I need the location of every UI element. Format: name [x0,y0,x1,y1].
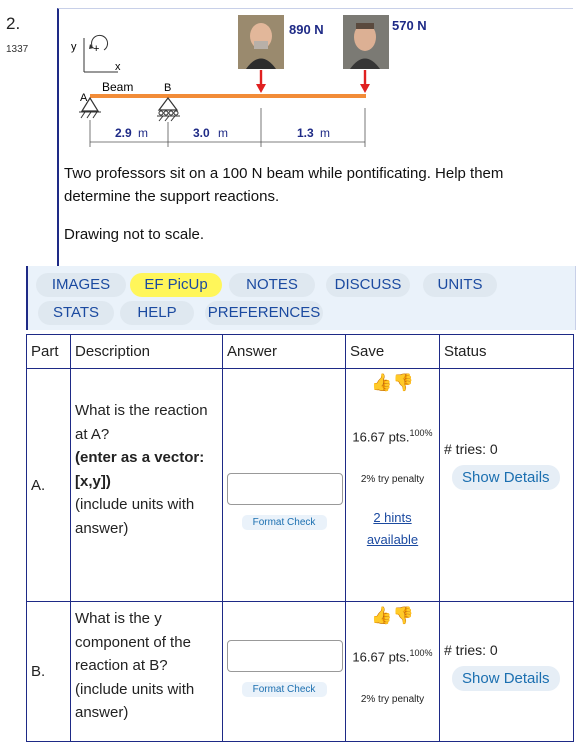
point-a-label: A [80,92,88,104]
thumbs-up-icon[interactable]: 👍 [371,373,393,392]
tries-count: # tries: 0 [444,642,498,658]
points-value: 16.67 pts.$^{100\%}$ [352,428,433,445]
format-check-button[interactable]: Format Check [242,515,327,530]
axis-y-label: y [71,41,77,53]
scale-note: Drawing not to scale. [64,226,205,243]
format-check-button[interactable]: Format Check [242,682,327,697]
answer-cell [223,602,346,742]
beam-label: Beam [102,80,134,94]
axes-icon [84,35,118,72]
question-id: 1337 [6,44,29,55]
description-vector-note: (enter as a vector: [x,y]) [75,449,205,490]
tab-discuss[interactable]: DISCUSS [326,273,410,297]
show-details-button[interactable]: Show Details [452,465,560,490]
status-cell [440,602,574,742]
answer-input[interactable] [227,640,343,672]
header-status: Status [440,335,574,369]
description-cell [71,602,223,742]
axis-x-label: x [115,61,121,73]
header-answer: Answer [223,335,346,369]
tab-units[interactable]: UNITS [423,273,497,297]
table-row [27,602,574,742]
tab-preferences[interactable]: PREFERENCES [205,301,323,325]
tab-ef-picup[interactable]: EF PicUp [130,273,222,297]
tab-help[interactable]: HELP [120,301,194,325]
answer-cell [223,369,346,602]
force-2-arrow-icon [360,70,370,93]
vote-icons [350,606,435,626]
show-details-button[interactable]: Show Details [452,666,560,691]
table-header-row [27,335,574,369]
dim-3-value: 1.3 [297,126,314,140]
description-units-note: (include units with answer) [75,680,195,721]
tab-images[interactable]: IMAGES [36,273,126,297]
points-value: 16.67 pts.$^{100\%}$ [352,648,433,665]
hints-link[interactable]: 2 hints available [366,510,419,548]
save-cell [346,369,440,602]
rotation-sign: + [93,43,100,55]
try-penalty: 2% try penalty [360,474,425,486]
question-number: 2. [6,14,21,33]
thumbs-down-icon[interactable]: 👎 [392,606,414,625]
header-part: Part [27,335,71,369]
tab-bar [26,266,576,330]
status-cell [440,369,574,602]
header-description: Description [71,335,223,369]
tries-count: # tries: 0 [444,441,498,457]
part-label: B. [27,602,71,742]
force-1-arrow-icon [256,70,266,93]
problem-statement: Two professors sit on a 100 N beam while pontificating. Help them determine the support reactions. [64,165,504,205]
table-row [27,369,574,602]
thumbs-up-icon[interactable]: 👍 [371,606,393,625]
description-units-note: (include units with answer) [75,496,195,537]
save-cell [346,602,440,742]
tab-notes[interactable]: NOTES [229,273,315,297]
support-b-icon [157,98,180,121]
dim-3-unit: m [320,126,330,140]
header-save: Save [346,335,440,369]
professor-2-photo [343,15,389,69]
answer-input[interactable] [227,473,343,505]
force-890-label: 890 N [289,22,324,37]
try-penalty: 2% try penalty [360,694,425,706]
dim-2-unit: m [218,126,228,140]
description-text: What is the reaction at A? [75,402,208,443]
force-570-label: 570 N [392,18,427,33]
dim-1-unit: m [138,126,148,140]
thumbs-down-icon[interactable]: 👎 [392,373,414,392]
point-b-label: B [164,82,172,94]
description-cell [71,369,223,602]
tab-stats[interactable]: STATS [38,301,114,325]
vote-icons [350,373,435,393]
description-text: What is the y component of the reaction at B? [75,610,191,674]
part-label: A. [27,369,71,602]
beam [90,94,366,98]
parts-table [26,334,574,742]
professor-1-photo [238,15,284,69]
dim-1-value: 2.9 [115,126,132,140]
dim-2-value: 3.0 [193,126,210,140]
beam-diagram [60,10,500,160]
